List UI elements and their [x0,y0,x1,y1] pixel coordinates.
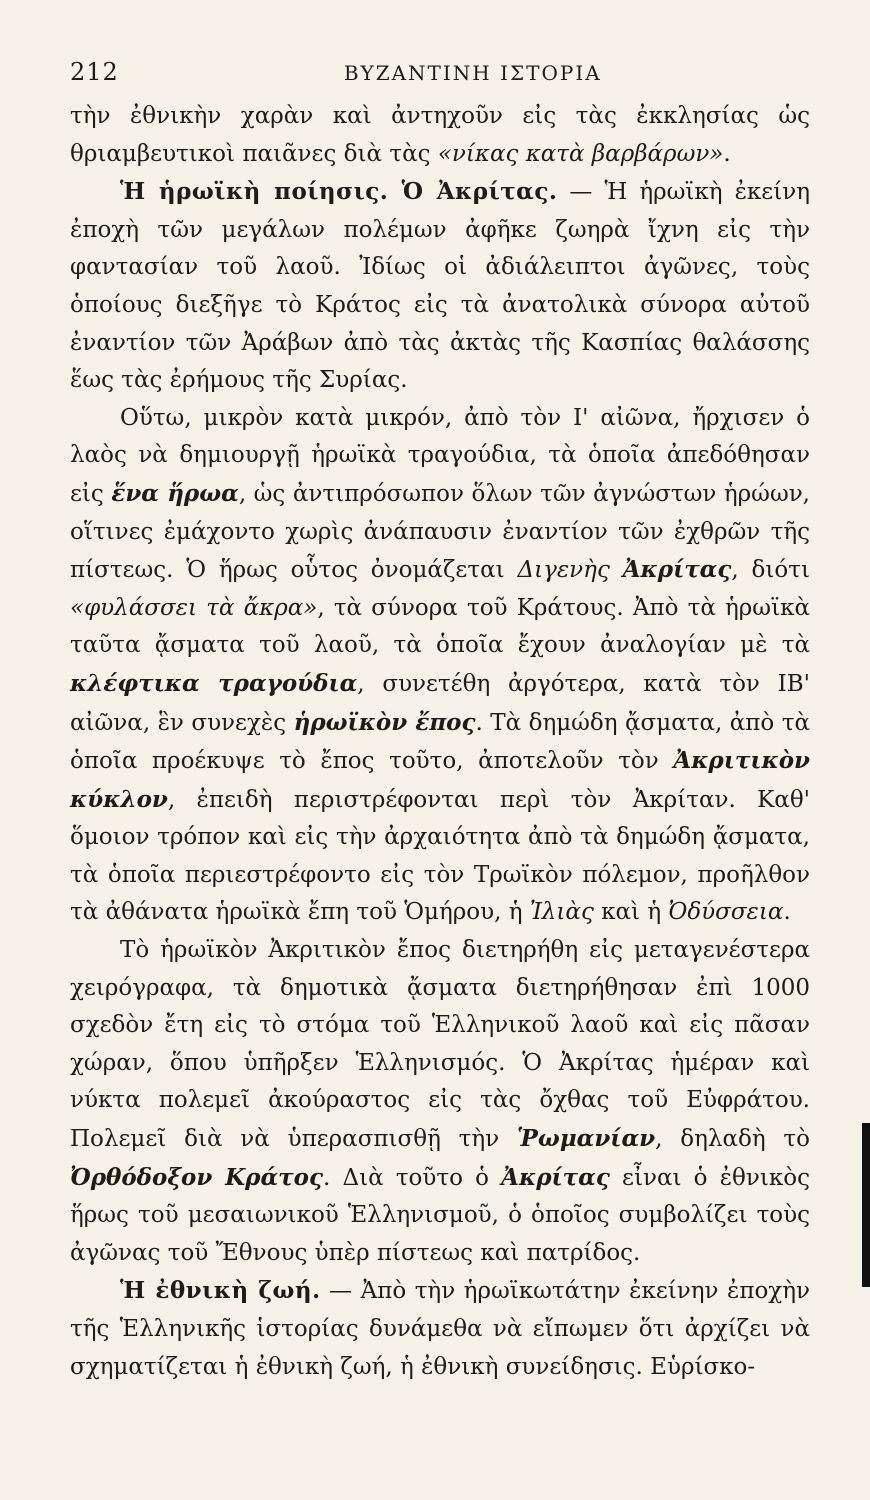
paragraph-3 [70,400,810,932]
page-header [70,58,810,86]
paragraph-text: , διότι [731,557,811,584]
paragraph-text: Οὕτω, μικρὸν κατὰ μικρόν, ἀπὸ τὸν Ι' αἰῶνα, ἤρχισεν ὁ λαὸς νὰ δημιουργῇ ἡρωϊκὰ τραγούδια, τὰ ὁποῖα ἀπεδόθησαν εἰς [70,404,810,507]
paragraph-text: Τὸ ἡρωϊκὸν Ἀκριτικὸν ἔπος διετηρήθη εἰς μεταγενέστερα χειρόγραφα, τὰ δημοτικὰ ᾄσματα διετηρήθησαν ἐπὶ 1000 σχεδὸν ἔτη εἰς τὸ στόμα τοῦ Ἑλληνικοῦ λαοῦ καὶ εἰς πᾶσαν χώραν, ὅπου ὑπῆρξεν Ἑλληνισμός. Ὁ Ἀκρίτας ἡμέραν καὶ νύκτα πολεμεῖ ἀκούραστος εἰς τὰς ὄχθας τοῦ Εὐφράτου. Πολεμεῖ διὰ νὰ ὑπερασπισθῇ τὴν [70,937,810,1153]
italic-quote: «φυλάσσει τὰ ἄκρα» [70,594,318,621]
running-title: ΒΥΖΑΝΤΙΝΗ ΙΣΤΟΡΙΑ [343,61,602,85]
emphasis-phrase: ἡρωϊκὸν ἔπος [293,708,476,736]
paragraph-text: , συνετέθη ἀργότερα, κατὰ τὸν ΙΒ' αἰῶνα, ἓν συνεχὲς [70,670,810,736]
paragraph-text: , ὡς ἀντιπρόσωπον ὅλων τῶν ἀγνώστων ἡρώων, οἵτινες ἐμάχοντο χωρὶς ἀνάπαυσιν ἐναντίον τῶν ἐχθρῶν τῆς πίστεως. Ὁ ἥρως οὗτος ὀνομάζεται [70,480,810,584]
paragraph-text [610,557,623,583]
italic-title: Ἰλιὰς [529,899,594,926]
emphasis-name: Ἀκρίτας [501,1163,610,1191]
body-text [70,98,810,1386]
scan-edge-mark [862,1123,870,1287]
paragraph-text: , τὰ σύνορα τοῦ Κράτους. Ἀπὸ τὰ ἡρωϊκὰ ταῦτα ᾄσματα τοῦ λαοῦ, τὰ ὁποῖα ἔχουν ἀναλογίαν μὲ τὰ [70,594,810,659]
paragraph-text: . [783,899,791,926]
paragraph-4 [70,932,810,1272]
emphasis-phrase: ἕνα ἥρωα [111,479,239,507]
paragraph-text: . Διὰ τοῦτο ὁ [322,1164,502,1191]
emphasis-name: Ῥωμανίαν [516,1125,656,1153]
paragraph-1 [70,98,810,173]
paragraph-text: , ἐπειδὴ περιστρέφονται περὶ τὸν Ἀκρίταν. Καθ' ὅμοιον τρόπον καὶ εἰς τὴν ἀρχαιότητα ἀπὸ τὰ δημώδη ᾄσματα, τὰ ὁποῖα περιεστρέφοντο εἰς τὸν Τρωϊκὸν πόλεμον, προῆλθον τὰ ἀθάνατα ἡρωϊκὰ ἔπη τοῦ Ὁμήρου, ἡ [70,786,810,926]
emphasis-phrase: Ὀρθόδοξον Κράτος [70,1163,323,1191]
emphasis-name: Ἀκρίτας [622,556,732,584]
italic-title: Ὀδύσσεια [668,899,784,926]
paragraph-text: — Ἀπὸ τὴν ἡρωϊκωτάτην ἐκείνην ἐποχὴν τῆς Ἑλληνικῆς ἱστορίας δυνάμεθα νὰ εἴπωμεν ὅτι ἀρχίζει νὰ σχηματίζεται ἡ ἐθνικὴ ζωή, ἡ ἐθνικὴ συνείδησις. Εὑρίσκο- [70,1278,810,1380]
section-heading: Ἡ ἡρωϊκὴ ποίησις. Ὁ Ἀκρίτας. [120,178,558,206]
paragraph-text: , δηλαδὴ τὸ [655,1126,810,1153]
paragraph-text: — Ἡ ἡρωϊκὴ ἐκείνη ἐποχὴ τῶν μεγάλων πολέμων ἀφῆκε ζωηρὰ ἴχνη εἰς τὴν φαντασίαν τοῦ λαοῦ. Ἰδίως οἱ ἀδιάλειπτοι ἀγῶνες, τοὺς ὁποίους διεξῆγε τὸ Κράτος εἰς τὰ ἀνατολικὰ σύνορα αὐτοῦ ἐναντίον τῶν Ἀράβων ἀπὸ τὰς ἀκτὰς τῆς Κασπίας θαλάσσης ἕως τὰς ἐρήμους τῆς Συρίας. [70,179,810,394]
emphasis-phrase: κλέφτικα τραγούδια [70,669,358,697]
paragraph-text: εἶναι ὁ ἐθνικὸς ἥρως τοῦ μεσαιωνικοῦ Ἑλληνισμοῦ, ὁ ὁποῖος συμβολίζει τοὺς ἀγῶνας τοῦ Ἔθνους ὑπὲρ πίστεως καὶ πατρίδος. [70,1164,811,1266]
emphasis-phrase: Ἀκριτικὸν κύκλον [70,747,810,813]
page-number: 212 [70,58,119,86]
paragraph-text: . [723,140,731,167]
paragraph-text: . Τὰ δημώδη ᾄσματα, ἀπὸ τὰ ὁποῖα προέκυψε τὸ ἔπος τοῦτο, ἀποτελοῦν τὸν [70,709,810,775]
italic-name: Διγενὴς [517,557,610,584]
paragraph-text: καὶ ἡ [593,899,669,926]
italic-phrase: «νίκας κατὰ βαρβάρων» [437,140,724,167]
section-heading: Ἡ ἐθνικὴ ζωή. [120,1277,321,1305]
paragraph-5 [70,1272,810,1386]
paragraph-2 [70,173,810,400]
paragraph-text: τὴν ἐθνικὴν χαρὰν καὶ ἀντηχοῦν εἰς τὰς ἐκκλησίας ὡς θριαμβευτικοὶ παιᾶνες διὰ τὰς [70,103,810,167]
